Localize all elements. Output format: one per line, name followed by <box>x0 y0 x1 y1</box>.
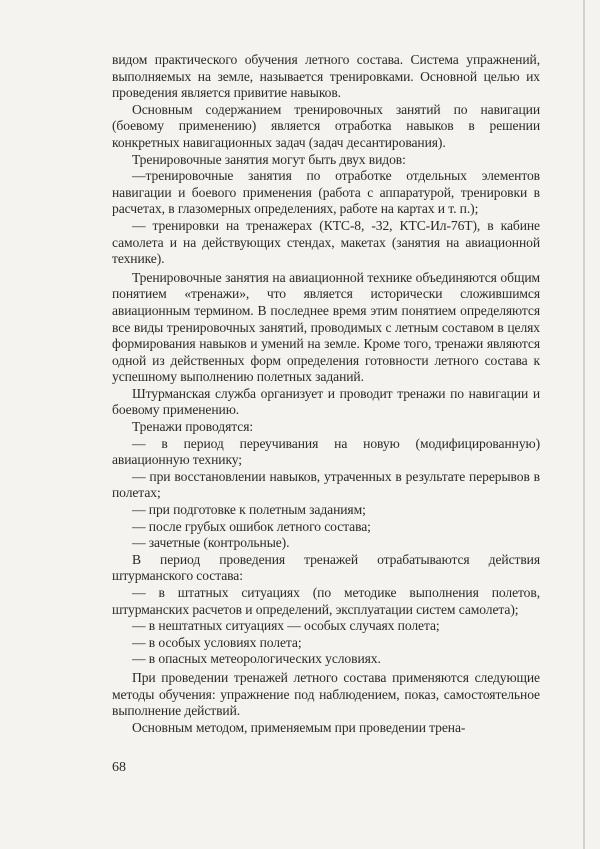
paragraph: Штурманская служба организует и проводит тренажи по навигации и боевому применению. <box>112 385 540 418</box>
paragraph: Основным методом, применяемым при проведении трена- <box>132 719 466 735</box>
list-item: — в особых условиях полета; <box>132 634 302 650</box>
paragraph: Тренировочные занятия могут быть двух видов: <box>132 151 406 167</box>
paragraph: Основным содержанием тренировочных занятий по навигации (боевому применению) является отработка навыков в решении конкретных навигационных задач (задач десантирования). <box>112 101 540 150</box>
paragraph: видом практического обучения летного состава. Система упражнений, выполняемых на земле, называется тренировками. Основной целью их проведения является привитие навыков. <box>112 52 540 101</box>
list-item: — при восстановлении навыков, утраченных в результате перерывов в полетах; <box>112 468 540 501</box>
paragraph: Тренажи проводятся: <box>132 419 254 435</box>
list-item: — в штатных ситуациях (по методике выполнения полетов, штурманских расчетов и определений, эксплуатации систем самолета); <box>112 585 540 617</box>
list-item: — тренировки на тренажерах (КТС-8, -32, КТС-Ил-76Т), в кабине самолета и на действующих стендах, макетах (занятия на авиационной технике). <box>112 217 540 267</box>
list-item: — в нештатных ситуациях — особых случаях полета; <box>132 618 440 634</box>
page-body-text <box>112 52 540 736</box>
list-item: — в опасных метеорологических условиях. <box>132 651 381 667</box>
page-number: 68 <box>112 760 126 775</box>
paragraph: При проведении тренажей летного состава применяются следующие методы обучения: упражнение под наблюдением, показ, самостоятельное выполнение действий. <box>112 669 540 719</box>
list-item: — в период переучивания на новую (модифицированную) авиационную технику; <box>112 435 540 468</box>
list-item: — при подготовке к полетным заданиям; <box>132 502 366 518</box>
paragraph: Тренировочные занятия на авиационной технике объединяются общим понятием «тренажи», что является исторически сложившимся авиационным термином. В последнее время этим понятием определяются все виды тренировочных занятий, проводимых с летным составом в целях формирования навыков и умений на земле. Кроме того, тренажи являются одной из действенных форм определения готовности летного состава к успешному выполнению полетных заданий. <box>112 269 540 385</box>
list-item: — после грубых ошибок летного состава; <box>132 518 371 534</box>
list-item: —тренировочные занятия по отработке отдельных элементов навигации и боевого применения (работа с аппаратурой, тренировки в расчетах, в глазомерных определениях, работе на картах и т. п.); <box>112 168 540 217</box>
list-item: — зачетные (контрольные). <box>132 535 290 551</box>
page-binding-edge <box>583 0 585 849</box>
paragraph: В период проведения тренажей отрабатываются действия штурманского состава: <box>112 551 540 584</box>
